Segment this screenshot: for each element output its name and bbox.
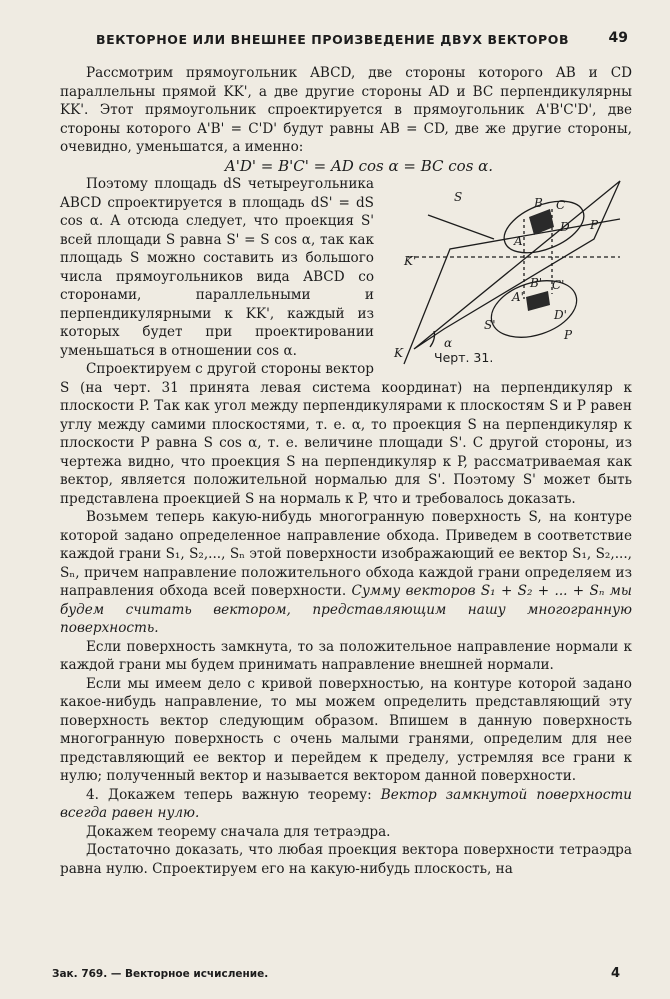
figure-caption: Черт. 31. (434, 350, 494, 365)
label-d: D (560, 220, 570, 234)
polyhedral-text: Возьмем теперь какую-нибудь многогранную поверхность S, на контуре которой задано определенное направление обхода. Приведем в соответствие каждой грани S₁, S₂,..., Sₙ этой поверхности изображающий ее вектор S₁, S₂,..., Sₙ, причем направление положительного обхода каждой грани определяем из направления обхода всей поверхности. (60, 509, 632, 599)
label-a-prime: A' (512, 290, 524, 304)
page-number: 49 (608, 30, 628, 46)
figure-31 (384, 179, 632, 369)
label-s: S (454, 190, 463, 204)
page-footer (52, 966, 632, 986)
paragraph-closed-surface: Если поверхность замкнута, то за положительное направление нормали к каждой грани мы будем принимать направление внешней нормали. (60, 638, 632, 673)
polyhedral-definition: Сумму векторов S₁ + S₂ + ... + Sₙ мы будем считать вектором, представляющим нашу многогранную поверхность. (60, 583, 633, 636)
label-alpha: α (444, 336, 453, 350)
footer-imprint: Зак. 769. — Векторное исчисление. (52, 968, 269, 980)
running-header (88, 30, 628, 52)
plane-s-outline (414, 181, 620, 349)
paragraph-polyhedral-surface (60, 508, 632, 638)
paragraph-area-projection: Поэтому площадь dS четыреугольника ABCD спроектируется в площадь dS' = dS cos α. А отсюда следует, что проекция S' всей площади S равна S' = S cos α, так как площадь S можно составить из большого числа прямоугольников вида ABCD со сторонами, параллельными и перпендикулярными к KK', каждый из которых будет при проектировании уменьшаться в отношении cos α. (60, 176, 374, 359)
rect-a-b-c-d-prime (526, 291, 550, 311)
label-c-prime: C' (552, 278, 565, 292)
page-body (60, 64, 632, 878)
footer-signature: 4 (610, 966, 620, 981)
paragraph-projection-proof: Достаточно доказать, что любая проекция вектора поверхности тетраэдра равна нулю. Спроектируем его на какую-нибудь плоскость, на (60, 842, 632, 877)
label-s-prime: S' (484, 318, 496, 332)
theorem-statement: Вектор замкнутой поверхности всегда равен нулю. (60, 786, 632, 821)
label-b-prime: B' (530, 276, 543, 290)
paragraph-rectangle: Рассмотрим прямоугольник ABCD, две стороны которого AB и CD параллельны прямой KK', а две другие стороны AD и BC перпендикулярны KK'. Этот прямоугольник спроектируется в прямоугольник A'B'C'D', две стороны которого A'B' = C'D' будут равны AB = CD, две же другие стороны, очевидно, уменьшатся, а именно: (60, 65, 632, 155)
normal-vector (428, 215, 494, 239)
figure-drawing (384, 179, 632, 369)
label-p-lower: P (564, 328, 573, 342)
label-p-upper: P (590, 218, 599, 232)
label-c: C (556, 198, 566, 212)
paragraph-vector-projection: Спроектируем с другой стороны вектор S (на черт. 31 принята левая система координат) на перпендикуляр к плоскости P. Так как угол между перпендикулярами к плоскостям S и P равен углу между самими плоскостями, т. е. α, то проекция S на перпендикуляр к плоскости P равна S cos α, т. е. величине площади S'. С другой стороны, из чертежа видно, что проекция S на перпендикуляр к P, рассматриваемая как вектор, является положительной нормалью для S'. Поэтому S' может быть представлена проекцией S на нормаль к P, что и требовалось доказать. (60, 361, 632, 507)
formula-projection: A'D' = B'C' = AD cos α = BC cos α. (224, 156, 494, 175)
paragraph-tetrahedron: Докажем теорему сначала для тетраэдра. (86, 823, 391, 840)
header-title: ВЕКТОРНОЕ ИЛИ ВНЕШНЕЕ ПРОИЗВЕДЕНИЕ ДВУХ ВЕКТОРОВ (96, 32, 570, 47)
label-b: B (534, 196, 543, 210)
label-k-prime: K' (404, 254, 417, 268)
label-k: K (394, 346, 403, 360)
label-a: A (514, 234, 523, 248)
paragraph-curved-surface: Если мы имеем дело с кривой поверхностью, на контуре которой задано какое-нибудь направление, то мы можем определить представляющий эту поверхность вектор следующим образом. Впишем в данную поверхность многогранную поверхность с очень малыми гранями, определим для нее представляющий ее вектор и перейдем к пределу, устремляя все грани к нулю; полученный вектор и называется вектором данной поверхности. (60, 675, 632, 784)
paragraph-theorem (60, 786, 632, 823)
theorem-intro: 4. Докажем теперь важную теорему: (86, 786, 372, 803)
label-d-prime: D' (554, 308, 567, 322)
